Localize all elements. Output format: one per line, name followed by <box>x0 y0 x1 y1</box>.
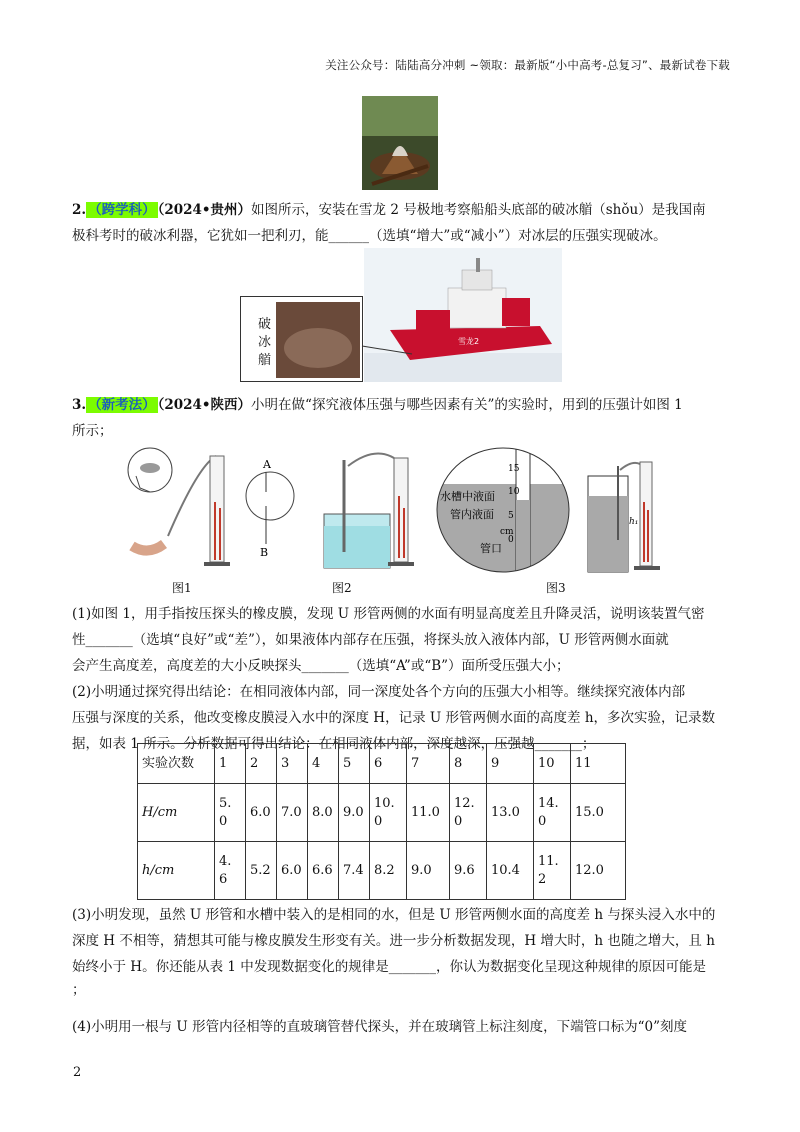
question-text: 如图所示，安装在雪龙 2 号极地考察船船头底部的破冰艏（shǒu）是我国南 <box>251 202 706 218</box>
table-cell: 5 <box>339 744 370 784</box>
table-cell: h/cm <box>138 842 215 900</box>
table-cell: 11.0 <box>407 784 450 842</box>
text-line: (1)如图 1，用手指按压探头的橡皮膜，发现 U 形管两侧的水面有明显高度差且升降灵活，说明该装置气密 <box>72 606 705 622</box>
label-h1: h₁ <box>629 517 639 527</box>
icebreaker-figure <box>240 248 562 382</box>
table-cell: 4 <box>308 744 339 784</box>
tick-15: 15 <box>508 464 520 474</box>
figure-1-caption: 图1 <box>172 581 192 595</box>
category-tag: （跨学科） <box>88 202 156 218</box>
text-line: 据，如表 1 所示。分析数据可得出结论：在相同液体内部，深度越深，压强越_______； <box>72 736 596 752</box>
page-header: 关注公众号：陆陆高分冲刺 ~领取：最新版“小中高考-总复习”、最新试卷下载 <box>325 58 730 72</box>
text-line: (3)小明发现，虽然 U 形管和水槽中装入的是相同的水，但是 U 形管两侧水面的高度差 h 与探头浸入水中的 <box>72 907 716 923</box>
inset-label-1: 破 <box>258 317 272 332</box>
question-source: （2024•陕西） <box>157 397 252 413</box>
table-cell: 8 <box>450 744 487 784</box>
label-unit: cm <box>500 527 514 537</box>
label-mouth: 管口 <box>480 542 502 555</box>
table-cell: 15.0 <box>571 784 626 842</box>
tick-5: 5 <box>508 511 514 521</box>
question-number: 3. <box>72 397 87 413</box>
question-text: 极科考时的破冰利器，它犹如一把利刃，能______（选填“增大”或“减小”）对冰层的压强实现破冰。 <box>72 228 667 244</box>
campfire-photo <box>362 96 438 190</box>
text-line: 压强与深度的关系，他改变橡皮膜浸入水中的深度 H，记录 U 形管两侧水面的高度差 h，多次实验，记录数 <box>72 710 716 726</box>
table-cell: 9.6 <box>450 842 487 900</box>
table-cell: 10. 0 <box>370 784 407 842</box>
page-number: 2 <box>73 1065 82 1080</box>
table-cell: 4. 6 <box>215 842 246 900</box>
text-line: 性_______（选填“良好”或“差”），如果液体内部存在压强，将探头放入液体内部，U 形管两侧水面就 <box>72 632 669 648</box>
text-line: (4)小明用一根与 U 形管内径相等的直玻璃管替代探头，并在玻璃管上标注刻度，下端管口标为“0”刻度 <box>72 1019 687 1035</box>
table-cell: 实验次数 <box>138 744 215 784</box>
table-cell: 8.2 <box>370 842 407 900</box>
table-cell: 1 <box>215 744 246 784</box>
tick-10: 10 <box>508 487 520 497</box>
figure-1 <box>118 446 246 576</box>
table-cell: H/cm <box>138 784 215 842</box>
question-source: （2024•贵州） <box>157 202 252 218</box>
table-cell: 14. 0 <box>534 784 571 842</box>
table-cell: 7.4 <box>339 842 370 900</box>
table-cell: 5.2 <box>246 842 277 900</box>
data-table <box>137 743 626 900</box>
table-cell: 9 <box>487 744 534 784</box>
table-cell: 12. 0 <box>450 784 487 842</box>
text-line: (2)小明通过探究得出结论：在相同液体内部，同一深度处各个方向的压强大小相等。继续探究液体内部 <box>72 684 686 700</box>
figure-2 <box>244 446 424 576</box>
text-line: 会产生高度差，高度差的大小反映探头_______（选填“A”或“B”）面所受压强大小； <box>72 658 570 674</box>
table-cell: 12.0 <box>571 842 626 900</box>
table-header-row <box>138 744 626 784</box>
table-cell: 10.4 <box>487 842 534 900</box>
part-3 <box>72 902 732 1000</box>
label-b: B <box>260 546 269 559</box>
table-cell: 3 <box>277 744 308 784</box>
table-cell: 10 <box>534 744 571 784</box>
table-cell: 8.0 <box>308 784 339 842</box>
table-cell: 2 <box>246 744 277 784</box>
part-1 <box>72 601 732 679</box>
question-3 <box>72 392 732 444</box>
question-2 <box>72 197 732 249</box>
figure-3-caption: 图3 <box>546 581 566 595</box>
text-line: 始终小于 H。你还能从表 1 中发现数据变化的规律是_______，你认为数据变化呈现这种规律的原因可能是 <box>72 959 706 975</box>
table-cell: 6 <box>370 744 407 784</box>
table-row <box>138 842 626 900</box>
part-4 <box>72 1014 732 1040</box>
table-cell: 11 <box>571 744 626 784</box>
question-text: 所示； <box>72 423 113 439</box>
text-line: 深度 H 不相等，猜想其可能与橡皮膜发生形变有关。进一步分析数据发现，H 增大时，h 也随之增大，且 h <box>72 933 715 949</box>
label-surface: 水槽中液面 <box>440 490 495 503</box>
table-cell: 5. 0 <box>215 784 246 842</box>
inset-label-3: 艏 <box>258 353 272 368</box>
figure-2-caption: 图2 <box>332 581 352 595</box>
table-cell: 6.0 <box>277 842 308 900</box>
table-cell: 11. 2 <box>534 842 571 900</box>
table-cell: 9.0 <box>339 784 370 842</box>
table-row <box>138 784 626 842</box>
table-cell: 13.0 <box>487 784 534 842</box>
table-cell: 6.6 <box>308 842 339 900</box>
label-tube: 管内液面 <box>450 508 494 521</box>
tick-0: 0 <box>508 535 514 545</box>
table-cell: 7 <box>407 744 450 784</box>
table-cell: 7.0 <box>277 784 308 842</box>
label-a: A <box>263 458 271 471</box>
inset-label-2: 冰 <box>258 335 272 350</box>
question-number: 2. <box>72 202 87 218</box>
text-line: ； <box>72 982 86 998</box>
ship-name: 雪龙2 <box>458 337 480 346</box>
table-cell: 9.0 <box>407 842 450 900</box>
question-text: 小明在做“探究液体压强与哪些因素有关”的实验时，用到的压强计如图 1 <box>251 397 683 413</box>
category-tag: （新考法） <box>88 397 156 413</box>
figure-3 <box>436 446 666 578</box>
table-cell: 6.0 <box>246 784 277 842</box>
